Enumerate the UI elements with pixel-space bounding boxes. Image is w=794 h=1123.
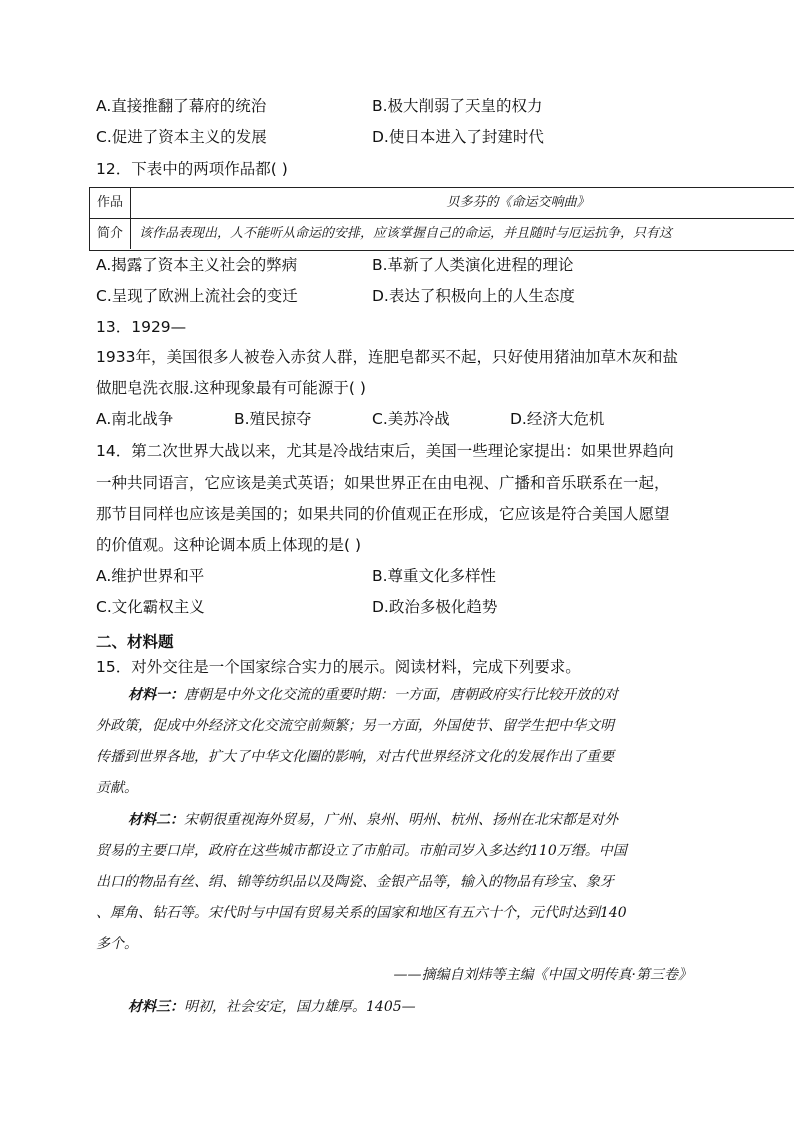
material-1-line-3: 传播到世界各地，扩大了中华文化圈的影响，对古代世界经济文化的发展作出了重要	[96, 749, 614, 765]
material-2-line-4: 、犀角、钻石等。宋代时与中国有贸易关系的国家和地区有五六十个，元代时达到140	[96, 905, 627, 921]
q14-option-b[interactable]: B.尊重文化多样性	[372, 567, 497, 585]
section-title: 二、材料题	[96, 633, 174, 651]
material-1	[96, 680, 696, 810]
table-header-intro: 简介	[90, 219, 131, 249]
material-2-label: 材料二：	[128, 812, 184, 828]
q12-options-row-1	[96, 254, 736, 276]
material-1-line-4: 贡献。	[96, 780, 138, 796]
material-3-label: 材料三：	[128, 999, 184, 1015]
q15-stem: 15．对外交往是一个国家综合实力的展示。阅读材料，完成下列要求。	[96, 658, 581, 676]
q13-options-row	[96, 408, 736, 430]
q13-line-1: 13．1929—	[96, 318, 187, 336]
q14-option-c[interactable]: C.文化霸权主义	[96, 598, 205, 616]
q14-line-3: 那节目同样也应该是美国的；如果共同的价值观正在形成，它应该是符合美国人愿望	[96, 505, 670, 523]
material-2-source: ——摘编自刘炜等主编《中国文明传真·第三卷》	[393, 967, 692, 983]
q13-option-d[interactable]: D.经济大危机	[510, 410, 605, 428]
q11-option-a[interactable]: A.直接推翻了幕府的统治	[96, 97, 267, 115]
table-row	[90, 219, 794, 249]
material-2	[96, 805, 696, 965]
q14-options-row-2	[96, 596, 736, 618]
q13-line-2: 1933年，美国很多人被卷入赤贫人群，连肥皂都买不起，只好使用猪油加草木灰和盐	[96, 348, 678, 366]
table-row	[90, 188, 794, 219]
q11-options-row-2	[96, 126, 736, 148]
q11-option-c[interactable]: C.促进了资本主义的发展	[96, 128, 267, 146]
q14-option-d[interactable]: D.政治多极化趋势	[372, 598, 498, 616]
q11-option-d[interactable]: D.使日本进入了封建时代	[372, 128, 544, 146]
material-1-label: 材料一：	[128, 687, 184, 703]
material-2-line-1: 宋朝很重视海外贸易，广州、泉州、明州、杭州、扬州在北宋都是对外	[184, 812, 618, 828]
q12-stem: 12．下表中的两项作品都( )	[96, 160, 288, 178]
q11-options-row-1	[96, 95, 736, 117]
q14-option-a[interactable]: A.维护世界和平	[96, 567, 205, 585]
q12-table	[89, 187, 794, 251]
q13-option-b[interactable]: B.殖民掠夺	[234, 410, 312, 428]
q14-line-1: 14．第二次世界大战以来，尤其是冷战结束后，美国一些理论家提出：如果世界趋向	[96, 442, 674, 460]
material-2-line-2: 贸易的主要口岸，政府在这些城市都设立了市舶司。市舶司岁入多达约110万缗。中国	[96, 843, 627, 859]
q14-options-row-1	[96, 565, 736, 587]
material-1-line-1: 唐朝是中外文化交流的重要时期：一方面，唐朝政府实行比较开放的对	[184, 687, 618, 703]
q14-line-2: 一种共同语言，它应该是美式英语；如果世界正在由电视、广播和音乐联系在一起，	[96, 474, 670, 492]
table-cell-work: 贝多芬的《命运交响曲》	[446, 195, 590, 210]
q13-option-a[interactable]: A.南北战争	[96, 410, 174, 428]
q11-option-b[interactable]: B.极大削弱了天皇的权力	[372, 97, 543, 115]
q13-option-c[interactable]: C.美苏冷战	[372, 410, 450, 428]
q12-option-d[interactable]: D.表达了积极向上的人生态度	[372, 287, 575, 305]
q12-option-b[interactable]: B.革新了人类演化进程的理论	[372, 256, 574, 274]
material-2-line-3: 出口的物品有丝、绢、锦等纺织品以及陶瓷、金银产品等，输入的物品有珍宝、象牙	[96, 874, 614, 890]
material-3	[96, 992, 696, 1023]
material-1-line-2: 外政策，促成中外经济文化交流空前频繁；另一方面，外国使节、留学生把中华文明	[96, 718, 614, 734]
q13-line-3: 做肥皂洗衣服.这种现象最有可能源于( )	[96, 379, 366, 397]
material-3-line-1: 明初，社会安定，国力雄厚。1405—	[184, 999, 416, 1015]
q12-option-c[interactable]: C.呈现了欧洲上流社会的变迁	[96, 287, 298, 305]
table-header-work: 作品	[90, 188, 131, 218]
material-2-line-5: 多个。	[96, 936, 138, 952]
q12-options-row-2	[96, 285, 736, 307]
q14-line-4: 的价值观。这种论调本质上体现的是( )	[96, 536, 362, 554]
table-cell-intro: 该作品表现出，人不能听从命运的安排，应该掌握自己的命运，并且随时与厄运抗争，只有这	[139, 226, 673, 241]
q12-option-a[interactable]: A.揭露了资本主义社会的弊病	[96, 256, 298, 274]
